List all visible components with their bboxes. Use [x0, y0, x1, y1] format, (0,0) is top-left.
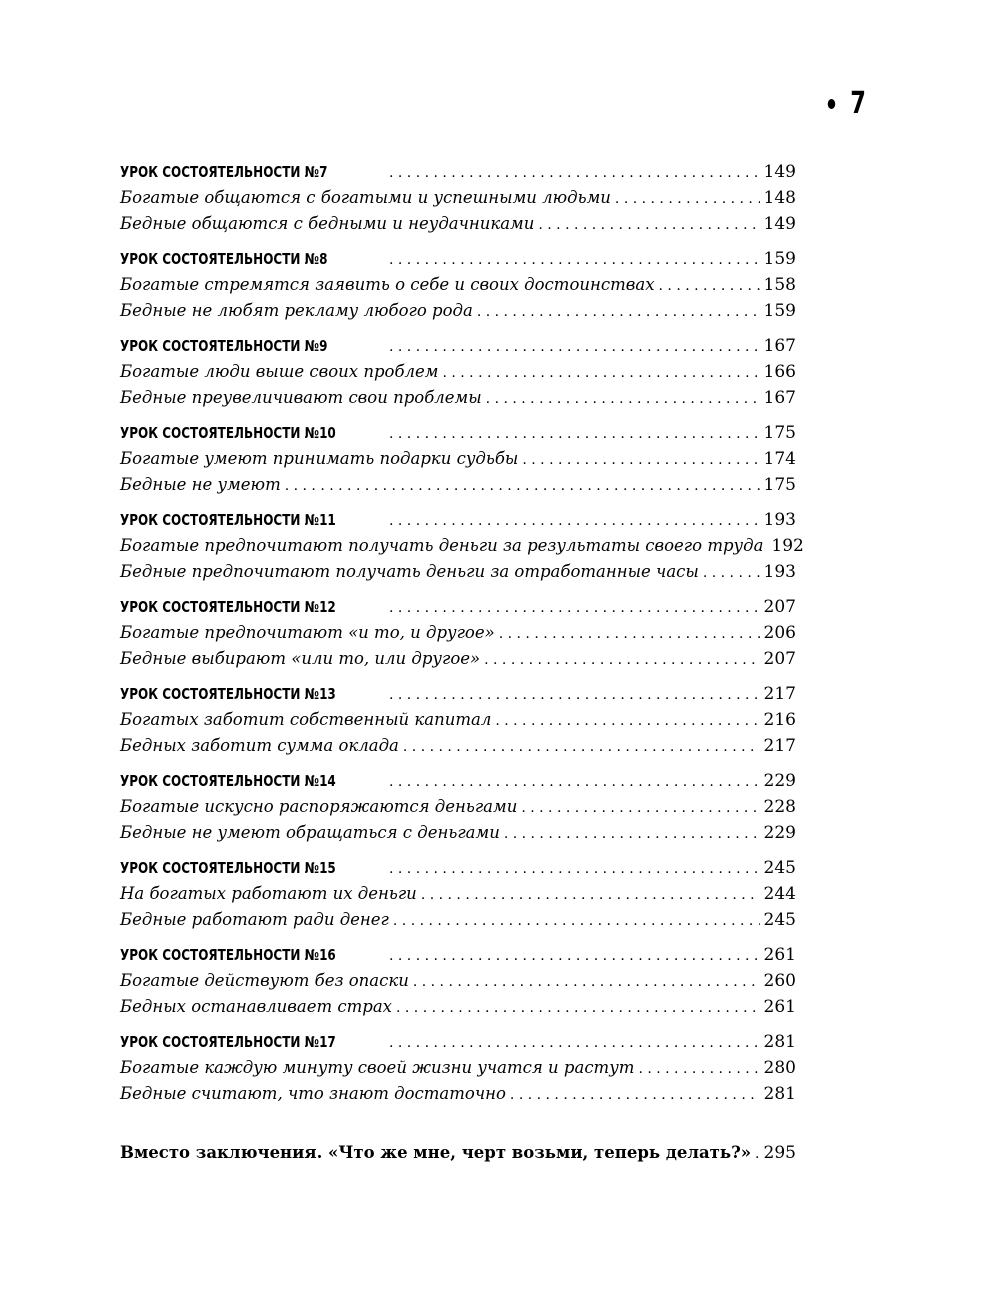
toc-entry-title: Бедные предпочитают получать деньги за отработанные часы [120, 562, 699, 581]
toc-heading-title: УРОК СОСТОЯТЕЛЬНОСТИ №16 [120, 946, 336, 964]
toc-heading-page: 159 [763, 249, 796, 269]
toc-entry-page: 217 [763, 736, 796, 756]
toc-lesson-heading[interactable] [120, 159, 796, 185]
toc-entry[interactable] [120, 794, 796, 820]
toc-entry-page: 149 [763, 214, 796, 234]
toc-heading-title: УРОК СОСТОЯТЕЛЬНОСТИ №13 [120, 685, 336, 703]
toc-entry-title: Богатые общаются с богатыми и успешными людьми [120, 188, 611, 207]
toc-lesson-heading[interactable] [120, 768, 796, 794]
toc-entry[interactable] [120, 733, 796, 759]
toc-entry-page: 166 [763, 362, 796, 382]
toc-heading-title: УРОК СОСТОЯТЕЛЬНОСТИ №9 [120, 337, 328, 355]
toc-lesson-heading[interactable] [120, 855, 796, 881]
toc-lesson-heading[interactable] [120, 420, 796, 446]
toc-entry-page: 260 [763, 971, 796, 991]
toc-entry-title: Богатые действуют без опаски [120, 971, 409, 990]
toc-entry-title: Богатые люди выше своих проблем [120, 362, 439, 381]
toc-lesson-heading[interactable] [120, 942, 796, 968]
dot-leader [285, 473, 760, 499]
toc-entry-page: 148 [763, 188, 796, 208]
toc-entry[interactable] [120, 1055, 796, 1081]
dot-leader [413, 969, 760, 995]
toc-lesson [120, 1029, 796, 1107]
toc-entry[interactable] [120, 472, 796, 498]
dot-leader [522, 447, 759, 473]
toc-heading-page: 229 [763, 771, 796, 791]
toc-entry[interactable] [120, 385, 796, 411]
toc-heading-wrap [120, 246, 385, 272]
toc-entry-page: 244 [763, 884, 796, 904]
toc-entry-title: Бедные работают ради денег [120, 910, 389, 929]
toc-heading-title: УРОК СОСТОЯТЕЛЬНОСТИ №8 [120, 250, 328, 268]
toc-entry-title: Бедные считают, что знают достаточно [120, 1084, 506, 1103]
toc-lesson [120, 681, 796, 759]
toc-heading-wrap [120, 942, 385, 968]
dot-leader [389, 769, 760, 795]
dot-leader [703, 560, 760, 586]
dot-leader [421, 882, 760, 908]
toc-lesson [120, 507, 804, 585]
toc-heading-wrap [120, 333, 385, 359]
toc-entry-page: 175 [763, 475, 796, 495]
toc-heading-wrap [120, 855, 385, 881]
toc-entry[interactable] [120, 446, 796, 472]
toc-entry-page: 280 [763, 1058, 796, 1078]
toc-entry-page: 261 [763, 997, 796, 1017]
bullet-icon [828, 99, 836, 109]
toc-entry[interactable] [120, 907, 796, 933]
toc-entry-page: 192 [771, 536, 804, 556]
toc-entry-page: 174 [763, 449, 796, 469]
toc-final-title: Вместо заключения. «Что же мне, черт возьми, теперь делать?» [120, 1143, 752, 1162]
dot-leader [499, 621, 760, 647]
toc-entry-title: Богатые каждую минуту своей жизни учатся и растут [120, 1058, 635, 1077]
toc-entry[interactable] [120, 994, 796, 1020]
toc-heading-page: 193 [763, 510, 796, 530]
dot-leader [484, 647, 759, 673]
dot-leader [495, 708, 759, 734]
dot-leader [389, 334, 760, 360]
toc-entry[interactable] [120, 968, 796, 994]
dot-leader [510, 1082, 760, 1108]
dot-leader [442, 360, 759, 386]
toc-lesson [120, 855, 796, 933]
toc-final-entry[interactable] [120, 1140, 796, 1166]
dot-leader [538, 212, 759, 238]
toc-heading-title: УРОК СОСТОЯТЕЛЬНОСТИ №11 [120, 511, 336, 529]
toc-heading-page: 245 [763, 858, 796, 878]
toc-heading-wrap [120, 681, 385, 707]
toc-lesson [120, 942, 796, 1020]
toc-heading-title: УРОК СОСТОЯТЕЛЬНОСТИ №10 [120, 424, 336, 442]
dot-leader [521, 795, 759, 821]
toc-heading-title: УРОК СОСТОЯТЕЛЬНОСТИ №12 [120, 598, 336, 616]
toc-heading-wrap [120, 768, 385, 794]
toc-lesson [120, 420, 796, 498]
toc-entry-page: 207 [763, 649, 796, 669]
dot-leader [389, 508, 760, 534]
toc-lesson-heading[interactable] [120, 246, 796, 272]
toc-entry[interactable] [120, 820, 796, 846]
toc-lesson [120, 246, 796, 324]
dot-leader [389, 595, 760, 621]
dot-leader [755, 1141, 760, 1167]
toc-entry-page: 229 [763, 823, 796, 843]
dot-leader [504, 821, 760, 847]
dot-leader [615, 186, 760, 212]
toc-lesson-heading[interactable] [120, 507, 796, 533]
toc-entry-title: Бедные не умеют обращаться с деньгами [120, 823, 500, 842]
dot-leader [389, 1030, 760, 1056]
toc-entry-page: 228 [763, 797, 796, 817]
toc-entry-title: Бедных заботит сумма оклада [120, 736, 399, 755]
toc-heading-page: 261 [763, 945, 796, 965]
toc-lesson [120, 594, 796, 672]
toc-heading-title: УРОК СОСТОЯТЕЛЬНОСТИ №15 [120, 859, 336, 877]
dot-leader [389, 421, 760, 447]
toc-entry-page: 216 [763, 710, 796, 730]
toc-entry-title: Богатые предпочитают «и то, и другое» [120, 623, 495, 642]
toc-lesson-heading[interactable] [120, 333, 796, 359]
toc-heading-wrap [120, 507, 385, 533]
toc-entry-page: 193 [763, 562, 796, 582]
toc-lesson [120, 768, 796, 846]
dot-leader [638, 1056, 759, 1082]
toc-entry-page: 245 [763, 910, 796, 930]
dot-leader [393, 908, 760, 934]
toc-entry-title: Богатые предпочитают получать деньги за результаты своего труда [120, 536, 764, 555]
dot-leader [486, 386, 760, 412]
dot-leader [659, 273, 760, 299]
dot-leader [477, 299, 760, 325]
toc-heading-wrap [120, 420, 385, 446]
toc-lesson-heading[interactable] [120, 681, 796, 707]
dot-leader [389, 247, 760, 273]
toc-final-page: 295 [763, 1143, 796, 1163]
toc-entry[interactable] [120, 707, 796, 733]
toc-entry-title: Богатые умеют принимать подарки судьбы [120, 449, 519, 468]
toc-entry-page: 206 [763, 623, 796, 643]
toc-entry[interactable] [120, 298, 796, 324]
toc-entry-title: Бедные не любят рекламу любого рода [120, 301, 473, 320]
toc-entry-title: Богатых заботит собственный капитал [120, 710, 492, 729]
toc-entry[interactable] [120, 272, 796, 298]
page-number [828, 86, 866, 121]
toc-entry-page: 281 [763, 1084, 796, 1104]
toc-heading-page: 167 [763, 336, 796, 356]
toc-lesson-heading[interactable] [120, 594, 796, 620]
page-number-text: 7 [850, 86, 866, 121]
toc-heading-page: 207 [763, 597, 796, 617]
toc-entry[interactable] [120, 1081, 796, 1107]
toc-entry-title: Бедные выбирают «или то, или другое» [120, 649, 481, 668]
toc-entry-title: Бедные преувеличивают свои проблемы [120, 388, 482, 407]
toc-entry-page: 167 [763, 388, 796, 408]
toc-heading-wrap [120, 1029, 385, 1055]
dot-leader [396, 995, 760, 1021]
toc-heading-title: УРОК СОСТОЯТЕЛЬНОСТИ №17 [120, 1033, 336, 1051]
toc-heading-wrap [120, 159, 385, 185]
toc-heading-wrap [120, 594, 385, 620]
toc-heading-page: 217 [763, 684, 796, 704]
toc-lesson [120, 333, 796, 411]
toc-entry[interactable] [120, 620, 796, 646]
toc-entry[interactable] [120, 359, 796, 385]
toc-entry-title: Богатые искусно распоряжаются деньгами [120, 797, 518, 816]
dot-leader [389, 943, 760, 969]
toc-heading-page: 175 [763, 423, 796, 443]
toc-entry-page: 158 [763, 275, 796, 295]
table-of-contents [120, 159, 804, 1116]
toc-heading-page: 281 [763, 1032, 796, 1052]
dot-leader [389, 682, 760, 708]
toc-entry-title: Бедных останавливает страх [120, 997, 392, 1016]
toc-entry-title: Бедные общаются с бедными и неудачниками [120, 214, 535, 233]
toc-entry[interactable] [120, 646, 796, 672]
toc-lesson-heading[interactable] [120, 1029, 796, 1055]
dot-leader [403, 734, 760, 760]
toc-lesson [120, 159, 796, 237]
toc-entry-page: 159 [763, 301, 796, 321]
toc-entry-title: Бедные не умеют [120, 475, 281, 494]
toc-heading-title: УРОК СОСТОЯТЕЛЬНОСТИ №14 [120, 772, 336, 790]
toc-entry-title: На богатых работают их деньги [120, 884, 417, 903]
toc-entry[interactable] [120, 211, 796, 237]
toc-entry[interactable] [120, 881, 796, 907]
toc-entry-title: Богатые стремятся заявить о себе и своих достоинствах [120, 275, 655, 294]
toc-entry[interactable] [120, 185, 796, 211]
toc-heading-page: 149 [763, 162, 796, 182]
dot-leader [389, 856, 760, 882]
toc-entry[interactable] [120, 559, 796, 585]
toc-entry[interactable] [120, 533, 804, 559]
dot-leader [389, 160, 760, 186]
toc-heading-title: УРОК СОСТОЯТЕЛЬНОСТИ №7 [120, 163, 328, 181]
